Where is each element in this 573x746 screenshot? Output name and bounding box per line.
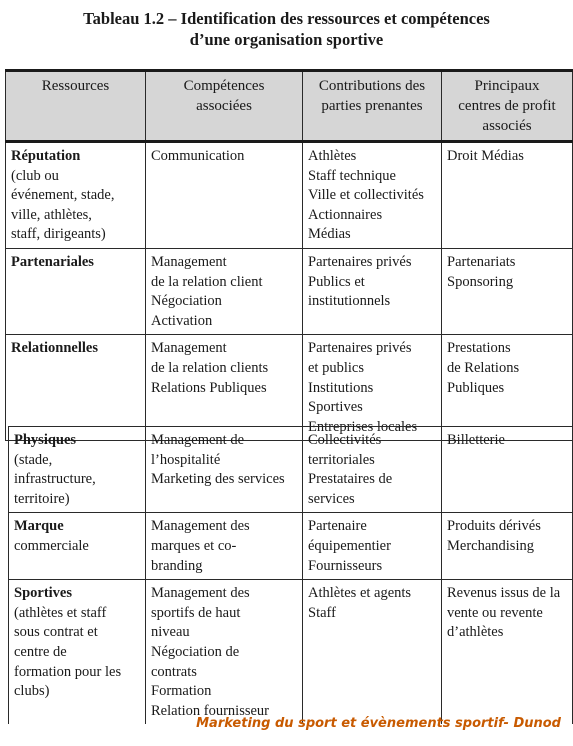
table-title — [0, 8, 573, 50]
resource-name: Sportives — [14, 585, 72, 602]
competence-line: l’hospitalité — [151, 451, 221, 468]
header-line: associés — [482, 118, 532, 134]
table-row — [9, 427, 573, 513]
contribution-line: équipementier — [308, 537, 391, 554]
contribution-line: Sportives — [308, 399, 363, 416]
profits-cell — [442, 427, 573, 513]
competence-line: marques et co- — [151, 537, 237, 554]
contribution-line: Athlètes et agents — [308, 585, 412, 602]
resource-description-line: (athlètes et staff — [14, 604, 107, 621]
table-row — [6, 248, 573, 334]
contribution-line: et publics — [308, 359, 364, 376]
contribution-line: Institutions — [308, 379, 374, 396]
header-competences — [146, 71, 303, 142]
contribution-line: Fournisseurs — [308, 557, 383, 574]
profit-line: Billetterie — [447, 432, 505, 448]
competence-line: Négociation de — [151, 643, 240, 660]
contributions-cell — [303, 335, 442, 441]
competence-line: Négociation — [151, 293, 222, 310]
header-contributions — [303, 71, 442, 142]
resource-description-line: territoire) — [14, 490, 70, 507]
resource-description-line: clubs) — [14, 683, 50, 700]
profits-cell — [442, 513, 573, 580]
contribution-line: Médias — [308, 226, 351, 243]
competence-line: contrats — [151, 663, 197, 680]
profit-line: Droit Médias — [447, 148, 524, 164]
profit-line: Publiques — [447, 379, 505, 396]
source-caption: Marketing du sport et évènements sportif- Dunod — [196, 716, 561, 731]
competence-line: Formation — [151, 683, 212, 700]
header-line: Principaux — [474, 78, 540, 94]
table-row — [9, 513, 573, 580]
resources-table-top — [5, 69, 573, 441]
resources-table-bottom — [8, 426, 573, 724]
profits-cell — [442, 248, 573, 334]
resource-cell — [9, 513, 146, 580]
resource-description-line: sous contrat et — [14, 624, 98, 641]
title-line-1: Tableau 1.2 – Identification des ressources et compétences — [83, 9, 490, 28]
header-line: Ressources — [41, 78, 110, 94]
competence-line: Management — [151, 253, 227, 270]
resource-description-line: infrastructure, — [14, 471, 96, 488]
competence-line: Communication — [151, 148, 245, 164]
contribution-line: territoriales — [308, 451, 375, 468]
header-line: parties prenantes — [321, 98, 423, 114]
contribution-line: Entreprises locales — [308, 418, 418, 435]
resource-description-line: ville, athlètes, — [11, 206, 92, 223]
resource-name: Relationnelles — [11, 340, 98, 357]
header-profits — [442, 71, 573, 142]
competence-line: Management des — [151, 585, 250, 602]
competences-cell — [146, 248, 303, 334]
header-ressources — [6, 71, 146, 142]
resource-cell — [6, 142, 146, 249]
table-body-bottom — [9, 427, 573, 725]
profit-line: de Relations — [447, 359, 520, 376]
contributions-cell — [303, 513, 442, 580]
table-body-top — [6, 142, 573, 441]
resource-description-line: centre de — [14, 643, 67, 660]
contribution-line: Actionnaires — [308, 206, 383, 223]
contribution-line: Partenaires privés — [308, 340, 412, 357]
header-line: associées — [196, 98, 252, 114]
competence-line: niveau — [151, 624, 190, 641]
contributions-cell — [303, 427, 442, 513]
header-line: centres de profit — [458, 98, 556, 114]
profit-line: Sponsoring — [447, 273, 514, 290]
competence-line: de la relation client — [151, 273, 263, 290]
resource-cell — [9, 427, 146, 513]
competence-line: sportifs de haut — [151, 604, 241, 621]
contribution-line: Staff — [308, 604, 336, 621]
competence-line: Management des — [151, 518, 250, 535]
resource-name: Partenariales — [11, 253, 94, 270]
competence-line: branding — [151, 557, 203, 574]
resource-cell — [6, 248, 146, 334]
table-row — [6, 335, 573, 441]
profit-line: Revenus issus de la — [447, 585, 561, 602]
profit-line: vente ou revente — [447, 604, 543, 621]
competence-line: Management — [151, 340, 227, 357]
contribution-line: Publics et — [308, 273, 365, 290]
resource-name: Physiques — [14, 432, 77, 448]
contribution-line: Partenaire — [308, 518, 367, 535]
profits-cell — [442, 335, 573, 441]
table-row — [9, 580, 573, 725]
resource-description-line: commerciale — [14, 537, 89, 554]
competence-line: de la relation clients — [151, 359, 269, 376]
profit-line: Partenariats — [447, 253, 516, 270]
contribution-line: Prestataires de — [308, 471, 393, 488]
resource-description-line: formation pour les — [14, 663, 122, 680]
profits-cell — [442, 580, 573, 725]
competences-cell — [146, 427, 303, 513]
contribution-line: Partenaires privés — [308, 253, 412, 270]
contribution-line: services — [308, 490, 355, 507]
competences-cell — [146, 580, 303, 725]
contribution-line: Collectivités — [308, 432, 382, 448]
competence-line: Management de — [151, 432, 245, 448]
competences-cell — [146, 142, 303, 249]
competence-line: Relation fournisseur — [151, 702, 269, 719]
resource-description-line: (club ou — [11, 167, 59, 184]
profit-line: Prestations — [447, 340, 511, 357]
header-line: Compétences — [183, 78, 265, 94]
profit-line: Produits dérivés — [447, 518, 541, 535]
competences-cell — [146, 335, 303, 441]
resource-description-line: (stade, — [14, 451, 53, 468]
profits-cell — [442, 142, 573, 249]
contribution-line: Ville et collectivités — [308, 187, 424, 204]
profit-line: d’athlètes — [447, 624, 504, 641]
competence-line: Marketing des services — [151, 471, 285, 488]
contribution-line: Athlètes — [308, 148, 357, 164]
competence-line: Relations Publiques — [151, 379, 267, 396]
contribution-line: Staff technique — [308, 167, 396, 184]
resource-cell — [9, 580, 146, 725]
contribution-line: institutionnels — [308, 293, 391, 310]
contributions-cell — [303, 142, 442, 249]
resource-name: Réputation — [11, 148, 81, 164]
contributions-cell — [303, 580, 442, 725]
competence-line: Activation — [151, 312, 213, 329]
header-line: Contributions des — [318, 78, 426, 94]
resource-name: Marque — [14, 518, 64, 535]
table-row — [6, 142, 573, 249]
resource-description-line: événement, stade, — [11, 187, 115, 204]
resource-cell — [6, 335, 146, 441]
title-line-2: d’une organisation sportive — [189, 30, 384, 49]
header-row — [6, 71, 573, 142]
profit-line: Merchandising — [447, 537, 534, 554]
contributions-cell — [303, 248, 442, 334]
resource-description-line: staff, dirigeants) — [11, 226, 106, 243]
competences-cell — [146, 513, 303, 580]
